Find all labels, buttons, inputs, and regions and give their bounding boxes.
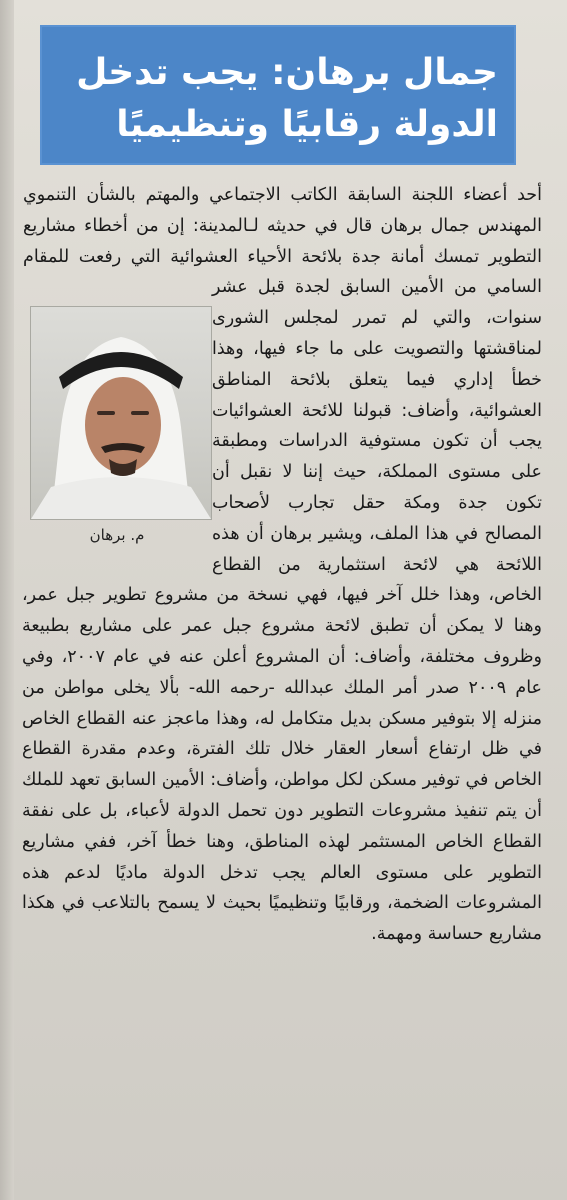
- photo-caption: م. برهان: [89, 526, 145, 544]
- portrait-illustration: [31, 307, 211, 519]
- headline-line-1: جمال برهان: يجب تدخل: [76, 52, 498, 93]
- headline-banner: [40, 25, 516, 165]
- article-text: أحد أعضاء اللجنة السابقة الكاتب الاجتماعي والمهتم بالشأن التنموي المهندس جمال برهان قال في حديثه لـالمدينة: إن من أخطاء مشاريع التطوير تمسك أمانة جدة بلائحة الأحياء العشوائية التي رفعت للمقام السامي من الأمين السابق لجدة قبل عشر سنوات، والتي لم تمرر لمجلس الشورى لمناقشتها والتصويت على ما جاء فيها، وهذا خطأ إداري فيما يتعلق بلائحة المناطق العشوائية، وأضاف: قبولنا للائحة العشوائيات يجب أن تكون مستوفية الدراسات ومطبقة على مستوى المملكة، حيث إننا لا نقبل أن تكون جدة ومكة حقل تجارب لأصحاب المصالح في هذا الملف، ويشير برهان أن هذه اللائحة هي لائحة استثمارية من القطاع الخاص، وهذا خلل آخر فيها، فهي نسخة من مشروع تطوير جبل عمر، وهنا لا يمكن أن تطبق لائحة مشروع جبل عمر على مشاريع بطبيعة وظروف مختلفة، وأضاف: أن المشروع أعلن عنه في عام ٢٠٠٧، وفي عام ٢٠٠٩ صدر أمر الملك عبدالله -رحمه الله- بألا يخلى مواطن من منزله إلا بتوفير مسكن بديل متكامل له، وهذا ماعجز عنه القطاع الخاص في ظل ارتفاع أسعار العقار خلال تلك الفترة، وعدم مقدرة القطاع الخاص في توفير مسكن لكل مواطن، وأضاف: الأمين السابق تعهد للملك أن يتم تنفيذ مشروعات التطوير دون تحمل الدولة لأعباء، بل على نفقة القطاع الخاص المستثمر لهذه المناطق، وهنا خطأ آخر، ففي مشاريع التطوير على مستوى العالم يجب تدخل الدولة ماديًا لدعم هذه المشروعات الضخمة، ورقابيًا وتنظيميًا بحيث لا يسمح بالتلاعب في هكذا مشاريع حساسة ومهمة.: [22, 185, 542, 945]
- headline: [48, 47, 498, 151]
- photo-column: [22, 298, 212, 520]
- page-edge-shadow: [0, 0, 14, 1200]
- portrait-photo: [30, 306, 212, 520]
- headline-line-2: الدولة رقابيًا وتنظيميًا: [116, 104, 498, 145]
- article-body: [22, 180, 542, 950]
